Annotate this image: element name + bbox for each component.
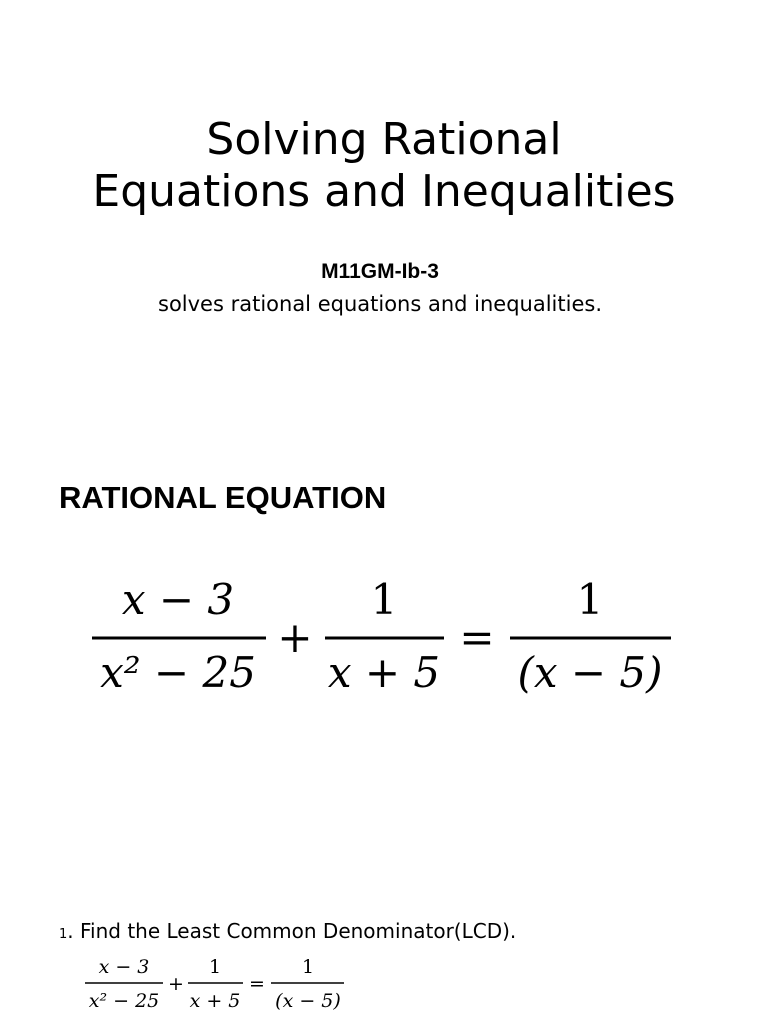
term3-denominator: (x − 5) bbox=[517, 648, 663, 697]
slide-title bbox=[0, 114, 768, 218]
section-heading: RATIONAL EQUATION bbox=[59, 480, 387, 515]
term3-numerator: 1 bbox=[576, 575, 604, 624]
term1-numerator: x − 3 bbox=[121, 575, 235, 624]
step-1-number: 1 bbox=[59, 927, 68, 942]
step-1-text: . Find the Least Common Denominator(LCD). bbox=[67, 919, 517, 943]
small-term2-denominator: x + 5 bbox=[189, 990, 241, 1012]
small-plus-sign: + bbox=[168, 973, 184, 995]
term1-denominator: x² − 25 bbox=[100, 648, 256, 697]
competency-code: M11GM-Ib-3 bbox=[321, 260, 439, 283]
small-term1-numerator: x − 3 bbox=[98, 956, 150, 978]
small-term2-numerator: 1 bbox=[208, 956, 222, 978]
small-rational-equation bbox=[80, 952, 350, 1018]
title-line-1: Solving Rational bbox=[206, 114, 562, 165]
term2-numerator: 1 bbox=[370, 575, 398, 624]
title-line-2: Equations and Inequalities bbox=[92, 166, 676, 217]
plus-sign: + bbox=[277, 613, 313, 662]
equals-sign: = bbox=[459, 613, 495, 662]
term2-denominator: x + 5 bbox=[327, 648, 441, 697]
competency-description: solves rational equations and inequalities. bbox=[158, 292, 602, 316]
step-1 bbox=[59, 918, 516, 948]
small-term1-denominator: x² − 25 bbox=[88, 990, 160, 1012]
large-rational-equation bbox=[80, 570, 690, 710]
small-term3-denominator: (x − 5) bbox=[275, 990, 341, 1012]
small-equals-sign: = bbox=[249, 973, 265, 995]
small-term3-numerator: 1 bbox=[301, 956, 315, 978]
